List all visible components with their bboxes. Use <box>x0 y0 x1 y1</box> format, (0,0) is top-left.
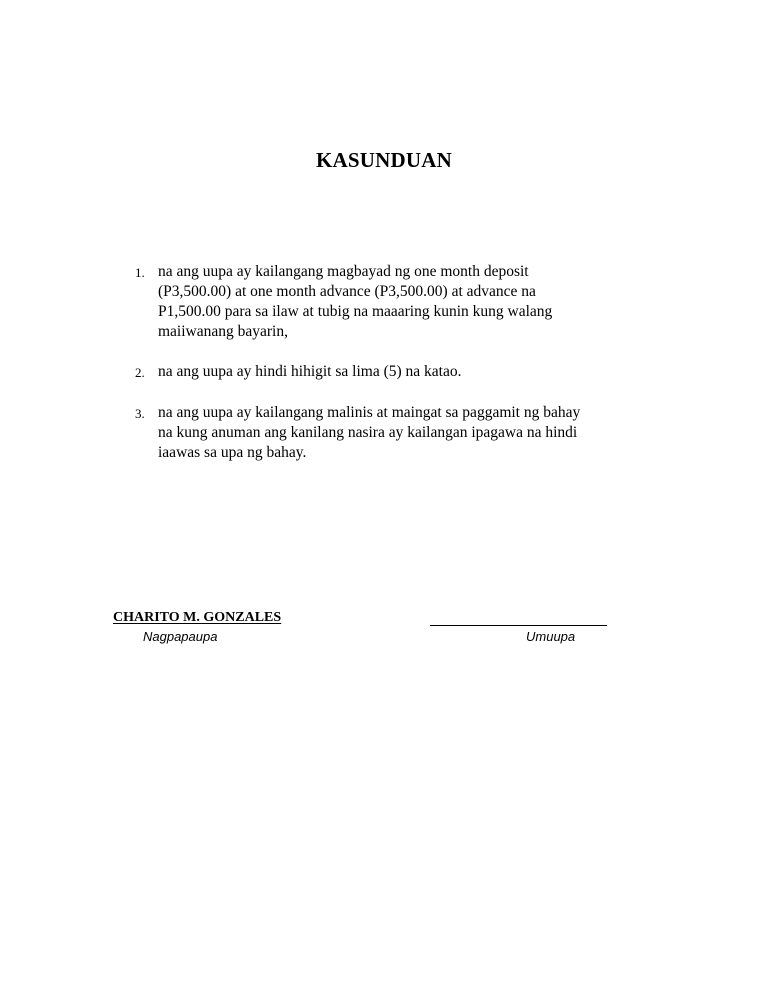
clause-text: na ang uupa ay hindi hihigit sa lima (5) na katao. <box>158 363 462 380</box>
clause-number: 3. <box>135 406 145 421</box>
lessor-role-label: Nagpapaupa <box>143 629 218 644</box>
clause-number: 2. <box>135 365 145 380</box>
lessee-signature-line <box>430 625 607 626</box>
clause-text: na ang uupa ay kailangang magbayad ng one month deposit (P3,500.00) at one month advance (P3,500.00) at advance na P1,500.00 para sa ilaw at tubig na maaaring kunin kung walang maiiwanang bayarin, <box>158 263 553 340</box>
lessee-role-label: Umuupa <box>526 629 576 644</box>
lessor-name: CHARITO M. GONZALES <box>113 610 282 625</box>
clause-number: 1. <box>135 265 145 280</box>
document-title: KASUNDUAN <box>316 148 452 172</box>
clause-text: na ang uupa ay kailangang malinis at maingat sa paggamit ng bahay na kung anuman ang kanilang nasira ay kailangan ipagawa na hindi iaawas sa upa ng bahay. <box>158 404 581 461</box>
